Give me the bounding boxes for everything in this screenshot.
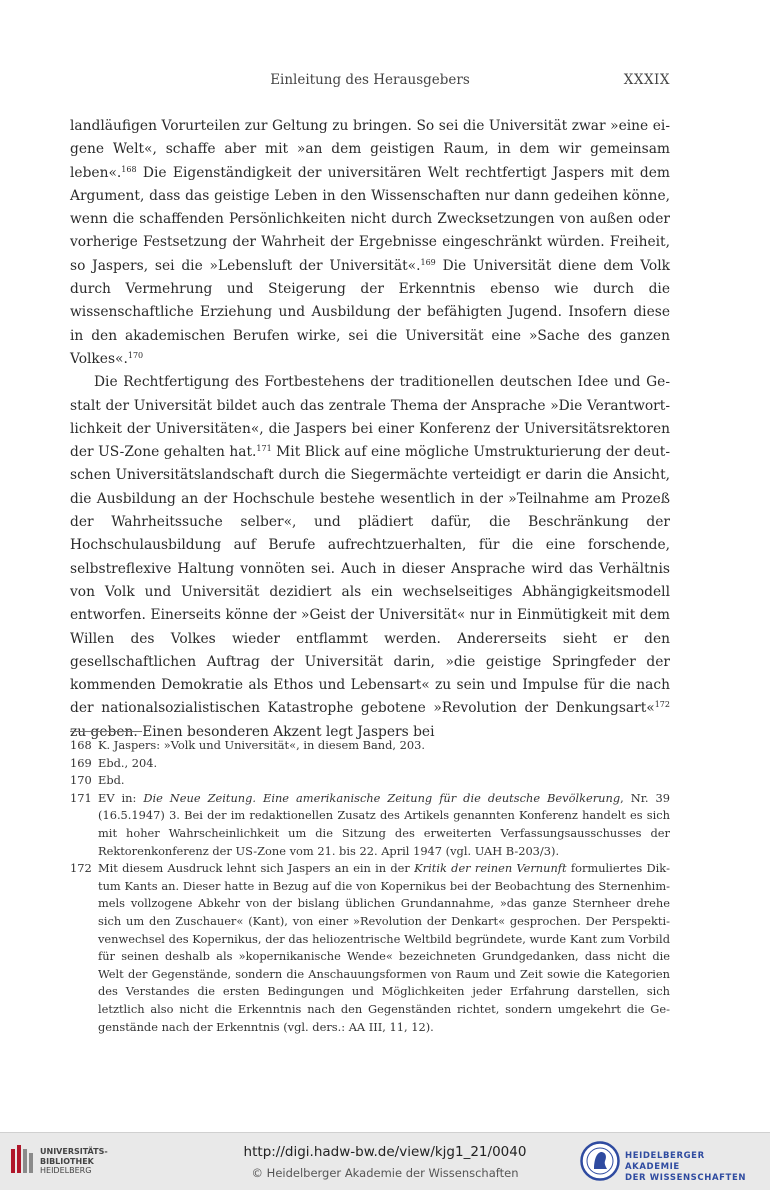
footnote-169	[70, 755, 670, 773]
footnote-text: Ebd.	[98, 773, 125, 788]
main-text	[70, 115, 670, 744]
footnote-ref-172[interactable]: 172	[654, 700, 670, 710]
running-header	[70, 72, 670, 92]
paragraph-2-part-1: Die Rechtfertigung des Fortbestehens der traditionellen deutschen Idee und Gestalt der Universität bildet auch das zentrale Thema der Ansprache »Die Verantwortlichkeit der Universitäten«, die Jaspers bei einer Konferenz der Universitätsrektoren der US-Zone gehalten hat.	[70, 374, 670, 461]
footnote-divider	[70, 731, 142, 732]
footnotes	[70, 737, 670, 1036]
viewer-footer	[0, 1132, 770, 1190]
footnote-172	[70, 860, 670, 1036]
paragraph-1-part-2: Die Eigenständigkeit der universitären Welt rechtfertigt Jaspers mit dem Argument, dass das geistige Leben in den Wissenschaften nur dann gedeihen könne, wenn die schaffenden Persönlichkeiten nicht durch Zwecksetzungen von außen oder vorherige Festsetzung der Wahrheit der Ergebnisse eingeschränkt würden. Freiheit, so Jaspers, sei die »Lebensluft der Universität«.	[70, 164, 670, 274]
permalink-url[interactable]: http://digi.hadw-bw.de/view/kjg1_21/0040	[243, 1144, 527, 1160]
paragraph-1-part-3: Die Universität diene dem Volk durch Vermehrung und Steigerung der Erkenntnis ebenso wie durch die wissenschaftliche Erziehung und Ausbildung der befähigten Jugend. Insofern diese in den akademischen Berufen wirke, sei die Universität eine »Sache des ganzen Volkes«.	[70, 257, 670, 367]
footnote-170	[70, 772, 670, 790]
ub-logo-line-2: BIBLIOTHEK	[40, 1156, 94, 1166]
footnote-text: K. Jaspers: »Volk und Universität«, in diesem Band, 203.	[98, 738, 426, 752]
footnote-text-b: formuliertes Diktum Kants an. Dieser hatte in Bezug auf die von Kopernikus bei der Beobachtung des Sternenhimmels vollzogene Abkehr von der bislang üblichen Grundannahme, »das ganze Sternheer drehe sich um den Zuschauer« (Kant), von einer »Revolution der Denkart« gesprochen. Der Perspektivenwechsel des Kopernikus, der das heliozentrische Weltbild begründete, wurde Kant zum Vorbild für seinen deshalb als »kopernikanische Wende« bezeichneten Grundgedanken, dass nicht die Welt der Gegenstände, sondern die Anschauungsformen von Raum und Zeit sowie die Kategorien des Verstandes die ersten Bedingungen und Möglichkeiten jeder Erfahrung darstellen, sich letztlich also nicht die Erkenntnis nach den Gegenständen richtet, sondern umgekehrt die Gegenstände nach der Erkenntnis (vgl. ders.: AA III, 11, 12).	[98, 861, 670, 1034]
footnote-ref-170[interactable]: 170	[127, 350, 144, 360]
paragraph-2	[70, 371, 670, 744]
paragraph-2-part-2: Mit Blick auf eine mögliche Umstrukturierung der deutschen Universitätslandschaft durch die Siegermächte verteidigt er darin die Ansicht, die Ausbildung an der Hochschule bestehe wesentlich in der »Teilnahme am Prozeß der Wahrheitssuche selber«, und plädiert dafür, die Beschränkung der Hochschulausbildung auf Berufe aufrechtzuerhalten, für die eine forschende, selbstreflexive Haltung vonnöten sei. Auch in dieser Ansprache wird das Verhältnis von Volk und Universität dezidiert als ein wechselseitiges Abhängigkeitsmodell entworfen. Einerseits könne der »Geist der Universität« nur in Einmütigkeit mit dem Willen des Volkes wieder entflammt werden. Andererseits sieht er den gesellschaftlichen Auftrag der Universität darin, »die geistige Springfeder der kommenden Demokratie als Ethos und Lebensart« zu sein und Impulse für die nach der nationalsozialistischen Katastrophe gebotene »Revolution der Denkungsart«	[70, 444, 670, 717]
footnote-ref-168[interactable]: 168	[121, 164, 137, 174]
footnote-number: 172	[70, 861, 92, 876]
running-title: Einleitung des Herausgebers	[270, 72, 470, 88]
academy-seal-icon	[580, 1141, 620, 1181]
footnote-text-a: Mit diesem Ausdruck lehnt sich Jaspers an ein in der	[98, 861, 415, 876]
footnote-title-italic: Kritik der reinen Vernunft	[414, 861, 567, 876]
footnote-title-italic: Die Neue Zeitung. Eine amerikanische Zeitung für die deutsche Bevölkerung	[143, 790, 621, 805]
paragraph-2-part-3: zu geben. Einen besonderen Akzent legt Jaspers bei	[70, 723, 435, 740]
footnote-number: 171	[70, 790, 92, 805]
footnote-ref-171[interactable]: 171	[256, 444, 272, 454]
footnote-number: 170	[70, 773, 92, 788]
footnote-ref-169[interactable]: 169	[420, 257, 436, 267]
haw-logo-line-2: DER WISSENSCHAFTEN	[625, 1173, 747, 1183]
haw-logo-text	[625, 1151, 750, 1184]
paragraph-1	[70, 115, 670, 371]
haw-logo[interactable]	[580, 1141, 750, 1181]
footnote-text: Ebd., 204.	[98, 755, 158, 770]
haw-logo-line-1: HEIDELBERGER AKADEMIE	[625, 1151, 705, 1172]
footnote-number: 169	[70, 755, 92, 770]
paragraph-1-part-1: landläufigen Vorurteilen zur Geltung zu bringen. So sei die Universität zwar »eine eigene Welt«, schaffe aber mit »an dem geistigen Raum, in dem wir gemeinsam leben«.	[70, 118, 670, 181]
footnote-171	[70, 790, 670, 860]
footnote-text-a: EV in:	[98, 790, 144, 805]
footnote-text-b: , Nr. 39 (16.5.1947) 3. Bei der im redaktionellen Zusatz des Artikels genannten Konferenz handelt es sich mit hoher Wahrscheinlichkeit um die Sitzung des erweiterten Verfassungsausschusses der Rektorenkonferenz der US-Zone vom 21. bis 22. April 1947 (vgl. UAH B-203/3).	[98, 790, 671, 858]
footnote-number: 168	[70, 738, 92, 752]
ub-logo-line-3: HEIDELBERG	[40, 1166, 92, 1175]
footnote-168	[70, 737, 670, 755]
copyright-notice: © Heidelberger Akademie der Wissenschaften	[251, 1166, 519, 1180]
page-number: XXXIX	[623, 72, 670, 88]
ub-logo-line-1: UNIVERSITÄTS-	[40, 1147, 108, 1156]
